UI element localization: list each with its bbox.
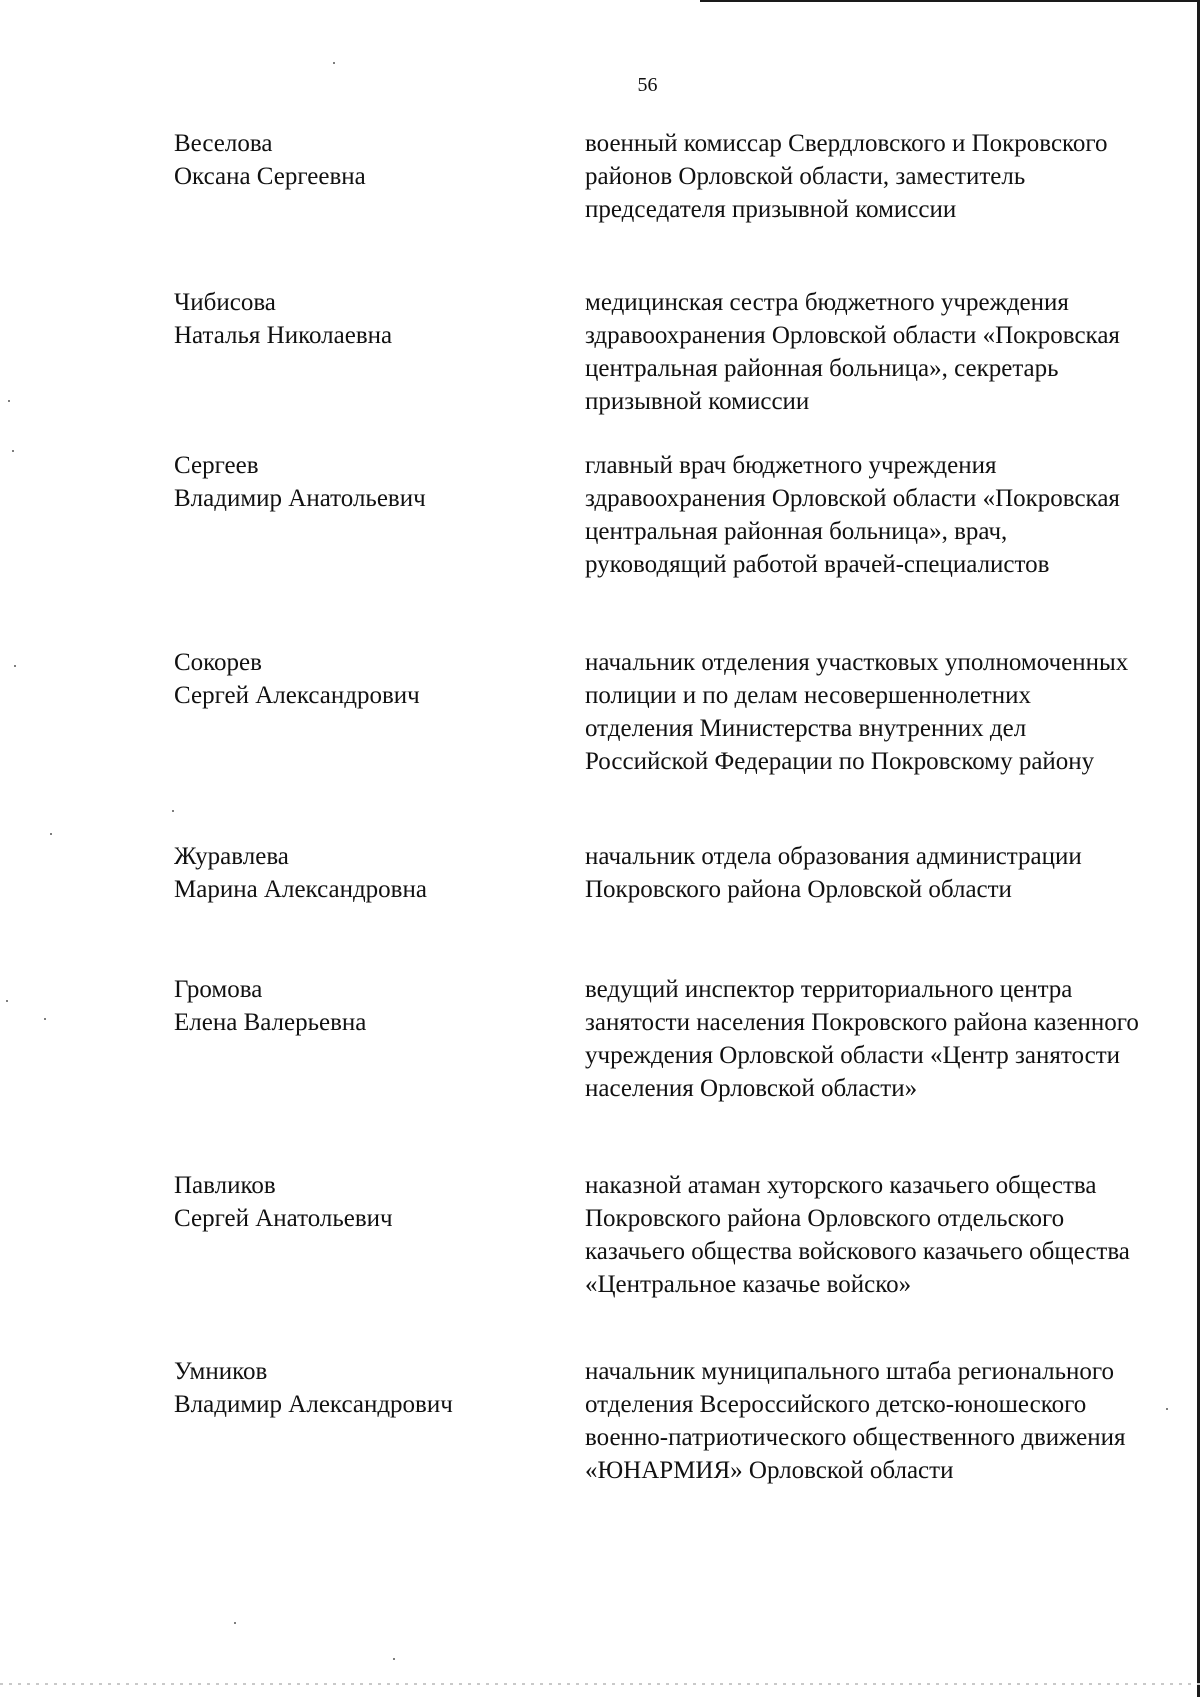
member-surname: Сергеев (174, 452, 259, 479)
member-surname: Чибисова (174, 289, 276, 316)
member-surname: Веселова (174, 130, 273, 157)
member-name (174, 127, 554, 193)
page-number: 56 (637, 74, 658, 96)
scan-edge-bottom (0, 1683, 1200, 1685)
member-name (174, 646, 554, 712)
member-role: ведущий инспектор территориального центра занятости населения Покровского района казенного учреждения Орловской области «Центр занятости населения Орловской области» (585, 976, 1139, 1102)
member-role: медицинская сестра бюджетного учреждения здравоохранения Орловской области «Покровская центральная районная больница», секретарь призывной комиссии (585, 289, 1120, 415)
member-role: наказной атаман хуторского казачьего общества Покровского района Орловского отдельского казачьего общества войскового казачьего общества «Центральное казачье войско» (585, 1172, 1130, 1298)
member-name (174, 286, 554, 352)
member-role: начальник отделения участковых уполномоченных полиции и по делам несовершеннолетних отделения Министерства внутренних дел Российской Федерации по Покровскому району (585, 649, 1129, 775)
member-given-names: Владимир Анатольевич (174, 485, 426, 512)
member-entry (0, 840, 1200, 973)
member-name (174, 1355, 554, 1421)
member-given-names: Елена Валерьевна (174, 1009, 367, 1036)
member-given-names: Владимир Александрович (174, 1391, 453, 1418)
member-entry (0, 449, 1200, 646)
scan-speck (333, 62, 335, 64)
member-given-names: Марина Александровна (174, 876, 427, 903)
member-role: главный врач бюджетного учреждения здравоохранения Орловской области «Покровская центральная районная больница», врач, руководящий работой врачей-специалистов (585, 452, 1120, 578)
member-role: военный комиссар Свердловского и Покровского районов Орловской области, заместитель председателя призывной комиссии (585, 130, 1108, 223)
member-given-names: Сергей Александрович (174, 682, 420, 709)
scan-edge-top (700, 0, 1200, 2)
member-role: начальник муниципального штаба регионального отделения Всероссийского детско-юношеского военно-патриотического общественного движения «ЮНАРМИЯ» Орловской области (585, 1358, 1126, 1484)
member-role: начальник отдела образования администрации Покровского района Орловской области (585, 843, 1082, 903)
member-surname: Журавлева (174, 843, 289, 870)
scan-speck (234, 1622, 236, 1624)
member-surname: Громова (174, 976, 263, 1003)
member-name (174, 1169, 554, 1235)
scan-speck (393, 1658, 395, 1660)
member-entry (0, 646, 1200, 840)
member-name (174, 973, 554, 1039)
member-given-names: Сергей Анатольевич (174, 1205, 393, 1232)
member-entry (0, 1169, 1200, 1355)
member-entry (0, 973, 1200, 1169)
member-entry (0, 286, 1200, 449)
member-entry (0, 127, 1200, 286)
member-given-names: Наталья Николаевна (174, 322, 393, 349)
member-list (0, 127, 1200, 1520)
member-given-names: Оксана Сергеевна (174, 163, 366, 190)
member-entry (0, 1355, 1200, 1520)
member-surname: Сокорев (174, 649, 262, 676)
member-surname: Павликов (174, 1172, 276, 1199)
member-surname: Умников (174, 1358, 268, 1385)
member-name (174, 449, 554, 515)
member-name (174, 840, 554, 906)
